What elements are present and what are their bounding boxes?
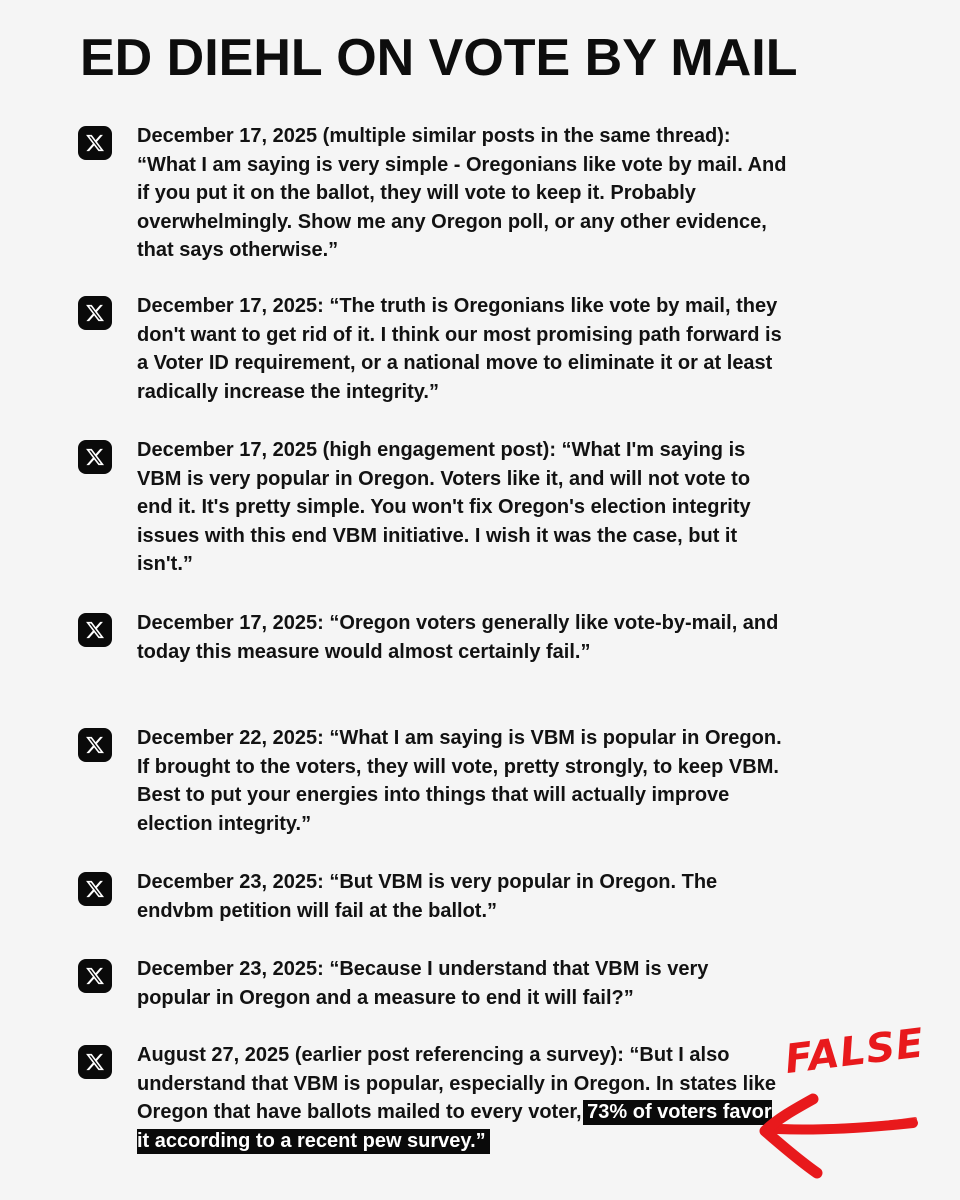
- x-logo-icon: [78, 728, 112, 762]
- x-logo-icon: [78, 1045, 112, 1079]
- post-text: December 17, 2025: “The truth is Oregonians like vote by mail, they don't want to get rid of it. I think our most promising path forward is a Voter ID requirement, or a national move to eliminate it or at least radically increase the integrity.”: [137, 295, 782, 403]
- highlighted-claim: 73% of voters favor it according to a recent pew survey.”: [137, 1101, 772, 1152]
- x-logo-icon: [78, 440, 112, 474]
- post-text: December 22, 2025: “What I am saying is VBM is popular in Oregon. If brought to the voters, they will vote, pretty strongly, to keep VBM. Best to put your energies into things that will actually improve election integrity.”: [137, 727, 782, 835]
- post-text: December 17, 2025 (high engagement post): “What I'm saying is VBM is very popular in Oregon. Voters like it, and will not vote to end it. It's pretty simple. You won't fix Oregon's election integrity issues with this end VBM initiative. I wish it was the case, but it isn't.”: [137, 439, 751, 576]
- x-logo-icon: [78, 613, 112, 647]
- post-text: December 17, 2025: “Oregon voters generally like vote-by-mail, and today this measure would almost certainly fail.”: [137, 612, 779, 663]
- x-logo-icon: [78, 959, 112, 993]
- post-text: [137, 1041, 787, 1155]
- post-text: December 17, 2025 (multiple similar posts in the same thread): “What I am saying is very simple - Oregonians like vote by mail. And if you put it on the ballot, they will vote to keep it. Probably overwhelmingly. Show me any Oregon poll, or any other evidence, that says otherwise.”: [137, 125, 787, 262]
- x-logo-icon: [78, 296, 112, 330]
- post-text: December 23, 2025: “But VBM is very popular in Oregon. The endvbm petition will fail at the ballot.”: [137, 871, 718, 922]
- false-label: FALSE: [782, 1020, 927, 1083]
- post-text-main: August 27, 2025 (earlier post referencing a survey): “But I also understand that VBM is popular, especially in Oregon. In states like Oregon that have ballots mailed to every voter,: [137, 1044, 777, 1124]
- page-title: ED DIEHL ON VOTE BY MAIL: [80, 29, 798, 87]
- x-logo-icon: [78, 126, 112, 160]
- red-arrow-icon: [755, 1085, 925, 1185]
- post-text: December 23, 2025: “Because I understand that VBM is very popular in Oregon and a measure to end it will fail?”: [137, 958, 709, 1009]
- x-logo-icon: [78, 872, 112, 906]
